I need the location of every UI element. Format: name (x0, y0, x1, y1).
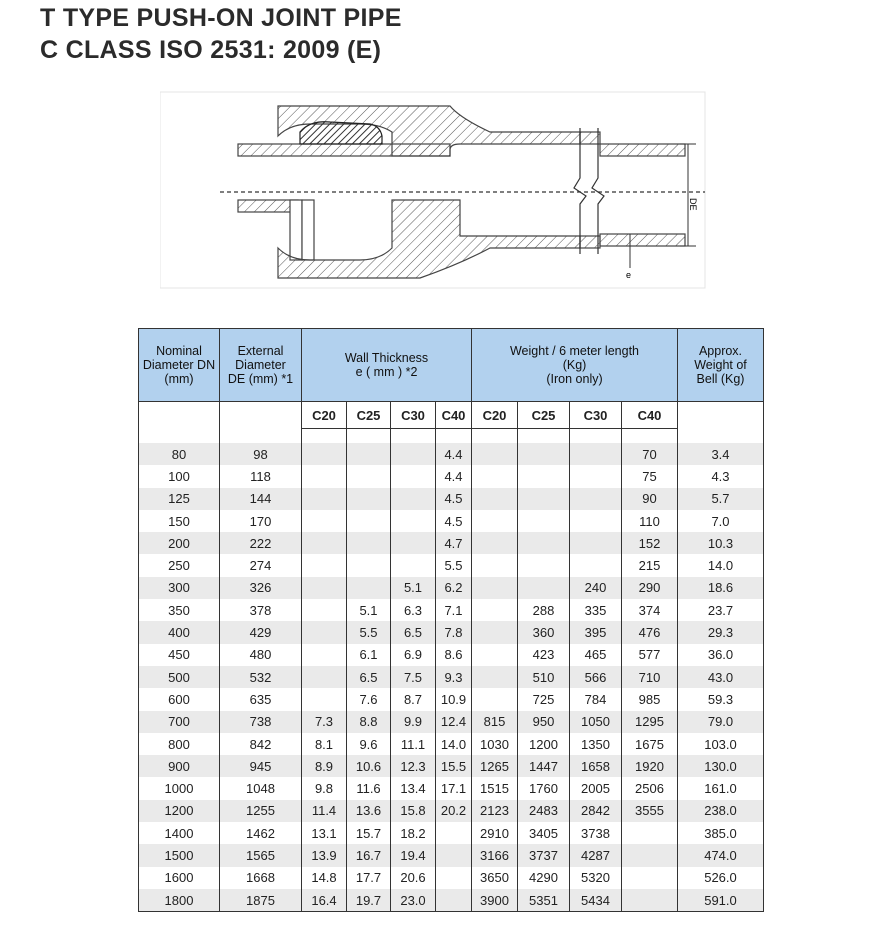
cell-k25 (518, 465, 570, 487)
cell-w20 (302, 599, 347, 621)
cell-w25: 10.6 (347, 755, 391, 777)
cell-k30 (570, 465, 622, 487)
cell-dn: 100 (139, 465, 220, 487)
cell-w40: 14.0 (436, 733, 472, 755)
cell-w20 (302, 577, 347, 599)
cell-k25 (518, 510, 570, 532)
table-row (139, 777, 764, 799)
cell-w30: 9.9 (391, 711, 436, 733)
class-c25-weight: C25 (518, 402, 570, 429)
cell-k25: 950 (518, 711, 570, 733)
table-row (139, 488, 764, 510)
cell-w40 (436, 844, 472, 866)
cell-k40: 985 (622, 688, 678, 710)
cell-k40: 1295 (622, 711, 678, 733)
cell-k30: 465 (570, 644, 622, 666)
header-nominal-diameter: Nominal Diameter DN (mm) (139, 329, 220, 402)
table-row (139, 800, 764, 822)
cell-w30 (391, 510, 436, 532)
cell-k40: 2506 (622, 777, 678, 799)
cell-w40: 5.5 (436, 554, 472, 576)
cell-w30: 6.9 (391, 644, 436, 666)
cell-w25: 19.7 (347, 889, 391, 912)
table-row (139, 711, 764, 733)
cell-de: 738 (220, 711, 302, 733)
cell-k30: 5320 (570, 867, 622, 889)
class-c40-weight: C40 (622, 402, 678, 429)
cell-de: 429 (220, 621, 302, 643)
cell-w20 (302, 644, 347, 666)
cell-de: 945 (220, 755, 302, 777)
cell-k40: 90 (622, 488, 678, 510)
cell-w25: 5.1 (347, 599, 391, 621)
cell-w30: 11.1 (391, 733, 436, 755)
cell-dn: 1600 (139, 867, 220, 889)
cell-w20: 13.9 (302, 844, 347, 866)
cell-de: 98 (220, 443, 302, 465)
cell-w25: 17.7 (347, 867, 391, 889)
cell-w30: 23.0 (391, 889, 436, 912)
page-title-line-1: T TYPE PUSH-ON JOINT PIPE (40, 4, 402, 32)
cell-w40: 7.8 (436, 621, 472, 643)
table-row (139, 465, 764, 487)
cell-w20: 13.1 (302, 822, 347, 844)
cell-w30: 6.3 (391, 599, 436, 621)
cell-k40: 75 (622, 465, 678, 487)
cell-de: 635 (220, 688, 302, 710)
cell-bell: 385.0 (678, 822, 764, 844)
cell-k30 (570, 554, 622, 576)
cell-w40: 4.4 (436, 443, 472, 465)
cell-bell: 29.3 (678, 621, 764, 643)
cell-k30 (570, 443, 622, 465)
cell-k20 (472, 443, 518, 465)
cell-dn: 80 (139, 443, 220, 465)
cell-w40: 4.5 (436, 488, 472, 510)
cell-k20: 1030 (472, 733, 518, 755)
table-row (139, 733, 764, 755)
cell-w30: 18.2 (391, 822, 436, 844)
cell-k30: 1350 (570, 733, 622, 755)
cell-k30: 240 (570, 577, 622, 599)
cell-w30 (391, 532, 436, 554)
cell-dn: 1800 (139, 889, 220, 912)
cell-k25: 4290 (518, 867, 570, 889)
cell-dn: 900 (139, 755, 220, 777)
cell-k20: 3650 (472, 867, 518, 889)
cell-k40: 577 (622, 644, 678, 666)
cell-dn: 350 (139, 599, 220, 621)
cell-w40 (436, 822, 472, 844)
cell-k20 (472, 510, 518, 532)
cell-bell: 3.4 (678, 443, 764, 465)
cell-bell: 10.3 (678, 532, 764, 554)
cell-bell: 161.0 (678, 777, 764, 799)
cell-k40: 1920 (622, 755, 678, 777)
cell-k25: 2483 (518, 800, 570, 822)
cell-dn: 300 (139, 577, 220, 599)
cell-k20: 2123 (472, 800, 518, 822)
cell-k25: 1760 (518, 777, 570, 799)
cell-w25 (347, 554, 391, 576)
cell-k25: 360 (518, 621, 570, 643)
cell-bell: 43.0 (678, 666, 764, 688)
header-weight: Weight / 6 meter length (Kg) (Iron only) (472, 329, 678, 402)
spigot-lower-wall (238, 200, 298, 212)
table-row (139, 755, 764, 777)
page-title-line-2: C CLASS ISO 2531: 2009 (E) (40, 36, 382, 64)
table-row (139, 532, 764, 554)
cell-bell: 5.7 (678, 488, 764, 510)
cell-k25: 423 (518, 644, 570, 666)
cell-w20 (302, 554, 347, 576)
cell-dn: 800 (139, 733, 220, 755)
cell-k25 (518, 443, 570, 465)
cell-dn: 400 (139, 621, 220, 643)
class-c25-wall: C25 (347, 402, 391, 429)
cell-k20 (472, 577, 518, 599)
cell-w40: 12.4 (436, 711, 472, 733)
cell-k20 (472, 599, 518, 621)
cell-bell: 474.0 (678, 844, 764, 866)
cell-w20: 9.8 (302, 777, 347, 799)
table-row (139, 554, 764, 576)
cell-k30 (570, 510, 622, 532)
cell-de: 480 (220, 644, 302, 666)
cell-w20: 11.4 (302, 800, 347, 822)
cell-k25: 1200 (518, 733, 570, 755)
cell-dn: 1000 (139, 777, 220, 799)
cell-k30: 3738 (570, 822, 622, 844)
cell-k20: 815 (472, 711, 518, 733)
cell-k25: 510 (518, 666, 570, 688)
cell-w40: 4.5 (436, 510, 472, 532)
cell-w25: 13.6 (347, 800, 391, 822)
cell-de: 1668 (220, 867, 302, 889)
cell-k30: 335 (570, 599, 622, 621)
cell-k25 (518, 554, 570, 576)
cell-k20 (472, 532, 518, 554)
cell-w20: 8.9 (302, 755, 347, 777)
cell-dn: 450 (139, 644, 220, 666)
class-c20-wall: C20 (302, 402, 347, 429)
cell-k25: 5351 (518, 889, 570, 912)
cell-k20: 1515 (472, 777, 518, 799)
table-row (139, 666, 764, 688)
cell-w40: 20.2 (436, 800, 472, 822)
cell-de: 118 (220, 465, 302, 487)
cell-k20 (472, 644, 518, 666)
cell-k30: 784 (570, 688, 622, 710)
cell-dn: 600 (139, 688, 220, 710)
pipe-lower-wall-mid (580, 236, 600, 248)
pipe-upper-wall-mid (580, 132, 600, 144)
table-row (139, 644, 764, 666)
cell-k30: 2005 (570, 777, 622, 799)
cell-w25: 6.5 (347, 666, 391, 688)
cell-k30: 4287 (570, 844, 622, 866)
table-row (139, 577, 764, 599)
cell-bell: 238.0 (678, 800, 764, 822)
cell-w20: 7.3 (302, 711, 347, 733)
class-c40-wall: C40 (436, 402, 472, 429)
cell-de: 1255 (220, 800, 302, 822)
cell-k30 (570, 532, 622, 554)
cell-k20 (472, 621, 518, 643)
cell-w25 (347, 465, 391, 487)
cell-k30: 566 (570, 666, 622, 688)
cell-w30: 5.1 (391, 577, 436, 599)
cell-bell: 103.0 (678, 733, 764, 755)
cell-k40 (622, 844, 678, 866)
cell-k40: 374 (622, 599, 678, 621)
cell-de: 1048 (220, 777, 302, 799)
class-c20-weight: C20 (472, 402, 518, 429)
cell-dn: 1500 (139, 844, 220, 866)
table-row (139, 822, 764, 844)
cell-bell: 7.0 (678, 510, 764, 532)
break-line-left (574, 128, 586, 254)
cell-w40: 10.9 (436, 688, 472, 710)
cell-w25 (347, 488, 391, 510)
cell-k20: 3900 (472, 889, 518, 912)
pipe-spec-table (138, 328, 764, 912)
cell-k40: 70 (622, 443, 678, 465)
cell-de: 326 (220, 577, 302, 599)
cell-dn: 250 (139, 554, 220, 576)
cell-w25: 15.7 (347, 822, 391, 844)
cell-k30: 395 (570, 621, 622, 643)
cell-w25: 8.8 (347, 711, 391, 733)
cell-k20: 2910 (472, 822, 518, 844)
cell-w25 (347, 510, 391, 532)
cell-k25 (518, 577, 570, 599)
cell-k40: 152 (622, 532, 678, 554)
class-c30-wall: C30 (391, 402, 436, 429)
cell-w40: 17.1 (436, 777, 472, 799)
cell-k25: 1447 (518, 755, 570, 777)
cell-w25 (347, 443, 391, 465)
cell-bell: 14.0 (678, 554, 764, 576)
cell-w40 (436, 889, 472, 912)
table-row (139, 621, 764, 643)
cell-k30: 2842 (570, 800, 622, 822)
cell-k20 (472, 554, 518, 576)
cell-k20 (472, 688, 518, 710)
de-label: DE (688, 198, 698, 211)
cell-k25: 288 (518, 599, 570, 621)
cell-de: 1565 (220, 844, 302, 866)
cell-k25: 725 (518, 688, 570, 710)
cell-w40: 15.5 (436, 755, 472, 777)
cell-w25: 16.7 (347, 844, 391, 866)
e-label: e (626, 270, 632, 280)
cell-de: 1462 (220, 822, 302, 844)
cell-w20 (302, 688, 347, 710)
cell-de: 222 (220, 532, 302, 554)
cell-bell: 18.6 (678, 577, 764, 599)
pipe-joint-diagram (160, 88, 720, 293)
cell-bell: 130.0 (678, 755, 764, 777)
cell-w30 (391, 443, 436, 465)
cell-de: 274 (220, 554, 302, 576)
cell-w40 (436, 867, 472, 889)
cell-k40 (622, 889, 678, 912)
header-external-diameter: External Diameter DE (mm) *1 (220, 329, 302, 402)
cell-bell: 591.0 (678, 889, 764, 912)
cell-bell: 4.3 (678, 465, 764, 487)
cell-k20 (472, 488, 518, 510)
bell-lower (278, 200, 580, 278)
cell-k20 (472, 465, 518, 487)
cell-w40: 8.6 (436, 644, 472, 666)
cell-dn: 200 (139, 532, 220, 554)
cell-w25: 9.6 (347, 733, 391, 755)
table-row (139, 889, 764, 912)
cell-w20 (302, 465, 347, 487)
cell-k30 (570, 488, 622, 510)
cell-k25: 3405 (518, 822, 570, 844)
cell-k20: 3166 (472, 844, 518, 866)
cell-k25 (518, 488, 570, 510)
cell-w25 (347, 577, 391, 599)
cell-k40: 476 (622, 621, 678, 643)
cell-w25: 6.1 (347, 644, 391, 666)
cell-bell: 79.0 (678, 711, 764, 733)
cell-k40: 1675 (622, 733, 678, 755)
cell-de: 378 (220, 599, 302, 621)
cell-bell: 526.0 (678, 867, 764, 889)
cell-w40: 6.2 (436, 577, 472, 599)
cell-w30: 12.3 (391, 755, 436, 777)
cell-dn: 150 (139, 510, 220, 532)
cell-w20 (302, 532, 347, 554)
gasket (300, 122, 382, 144)
cell-k25: 3737 (518, 844, 570, 866)
cell-w40: 7.1 (436, 599, 472, 621)
cell-k40: 3555 (622, 800, 678, 822)
pipe-lower-wall (600, 234, 685, 246)
cell-w20 (302, 443, 347, 465)
cell-w30 (391, 554, 436, 576)
cell-dn: 125 (139, 488, 220, 510)
cell-de: 842 (220, 733, 302, 755)
cell-w30: 13.4 (391, 777, 436, 799)
cell-k20 (472, 666, 518, 688)
cell-k25 (518, 532, 570, 554)
cell-k40: 710 (622, 666, 678, 688)
cell-w30: 8.7 (391, 688, 436, 710)
cell-w30: 19.4 (391, 844, 436, 866)
cell-k40 (622, 867, 678, 889)
cell-w25: 11.6 (347, 777, 391, 799)
cell-w30: 20.6 (391, 867, 436, 889)
cell-w20: 16.4 (302, 889, 347, 912)
table-row (139, 688, 764, 710)
cell-bell: 36.0 (678, 644, 764, 666)
header-bell-weight: Approx. Weight of Bell (Kg) (678, 329, 764, 402)
table-row (139, 443, 764, 465)
cell-k40: 110 (622, 510, 678, 532)
cell-de: 1875 (220, 889, 302, 912)
cell-k30: 1050 (570, 711, 622, 733)
cell-w20: 8.1 (302, 733, 347, 755)
class-c30-weight: C30 (570, 402, 622, 429)
table-row (139, 510, 764, 532)
cell-w30: 7.5 (391, 666, 436, 688)
header-wall-thickness: Wall Thickness e ( mm ) *2 (302, 329, 472, 402)
cell-dn: 1200 (139, 800, 220, 822)
cell-w30 (391, 465, 436, 487)
cell-k40 (622, 822, 678, 844)
pipe-upper-wall (600, 144, 685, 156)
cell-k20: 1265 (472, 755, 518, 777)
cell-w20 (302, 621, 347, 643)
cell-de: 144 (220, 488, 302, 510)
cell-w30: 15.8 (391, 800, 436, 822)
cell-k40: 290 (622, 577, 678, 599)
cell-dn: 500 (139, 666, 220, 688)
cell-w25: 5.5 (347, 621, 391, 643)
table-row (139, 867, 764, 889)
cell-dn: 700 (139, 711, 220, 733)
cell-bell: 59.3 (678, 688, 764, 710)
cell-w30: 6.5 (391, 621, 436, 643)
cell-k40: 215 (622, 554, 678, 576)
cell-w40: 4.7 (436, 532, 472, 554)
cell-w40: 9.3 (436, 666, 472, 688)
cell-k30: 1658 (570, 755, 622, 777)
spigot-lower-groove (290, 200, 302, 260)
cell-w40: 4.4 (436, 465, 472, 487)
cell-w20: 14.8 (302, 867, 347, 889)
spigot-lower-groove-2 (302, 200, 314, 260)
cell-dn: 1400 (139, 822, 220, 844)
cell-de: 170 (220, 510, 302, 532)
cell-w20 (302, 510, 347, 532)
cell-w20 (302, 666, 347, 688)
table-row (139, 844, 764, 866)
cell-bell: 23.7 (678, 599, 764, 621)
cell-k30: 5434 (570, 889, 622, 912)
cell-w20 (302, 488, 347, 510)
table-row (139, 599, 764, 621)
cell-de: 532 (220, 666, 302, 688)
cell-w30 (391, 488, 436, 510)
cell-w25 (347, 532, 391, 554)
cell-w25: 7.6 (347, 688, 391, 710)
